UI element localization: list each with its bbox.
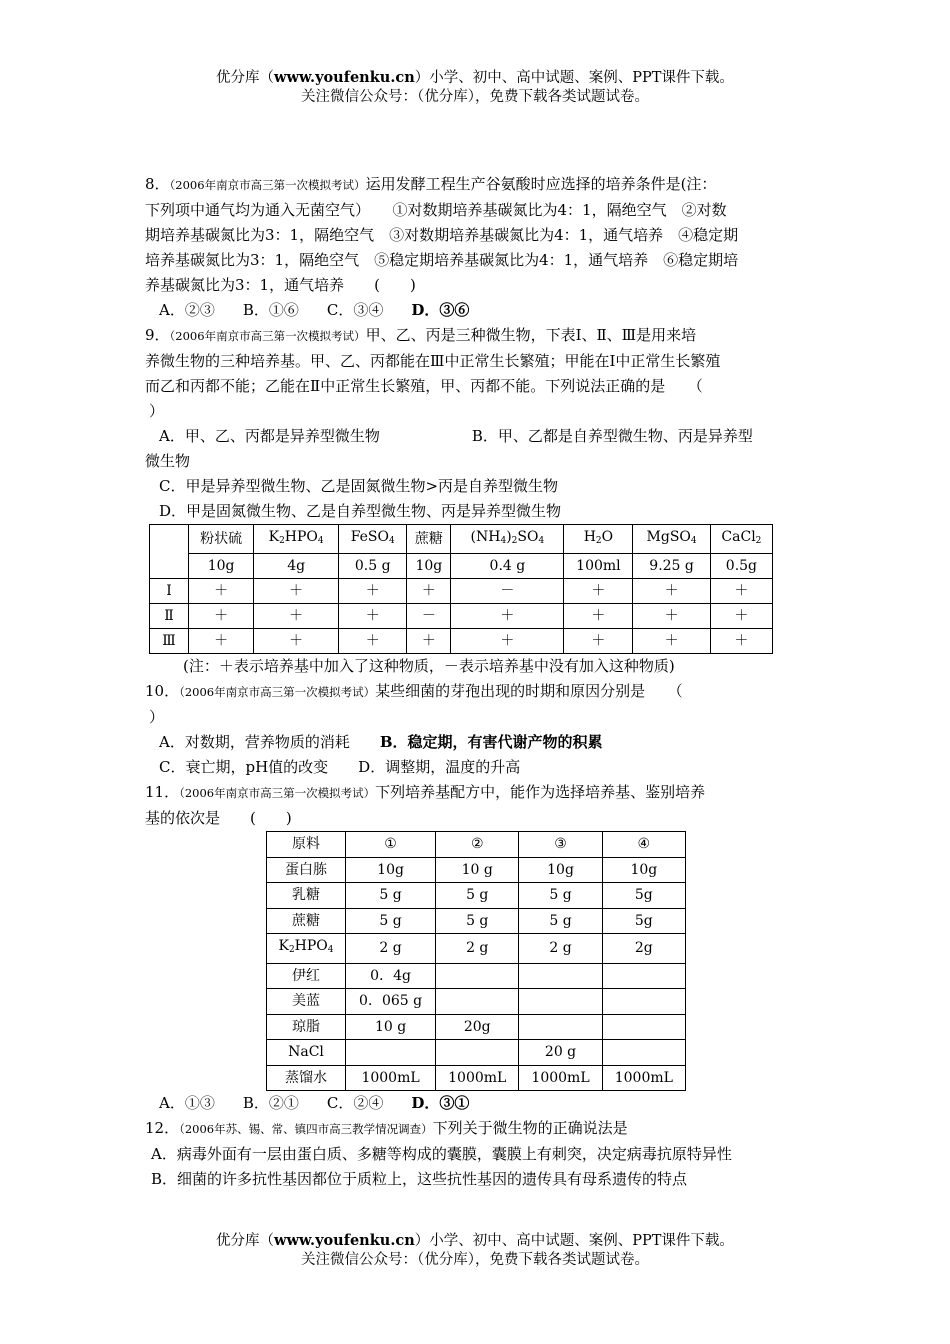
row-label: NaCl: [267, 1040, 346, 1066]
table-cell: 2 g: [346, 934, 436, 964]
table-cell: [519, 963, 602, 989]
table-cell: ＋: [339, 604, 407, 629]
media-table: [149, 524, 773, 654]
corner-cell: [150, 554, 189, 579]
table-cell: 10g: [346, 857, 436, 883]
table-cell: 5g: [602, 883, 685, 909]
q12-option-a: A．病毒外面有一层由蛋白质、多糖等构成的囊膜，囊膜上有刺突，决定病毒抗原特异性: [151, 1145, 732, 1163]
column-header: 原料: [267, 832, 346, 858]
table-cell: ＋: [710, 604, 772, 629]
footer-line-2: 关注微信公众号：（优分库），免费下载各类试题试卷。: [301, 1252, 649, 1268]
table-cell: [436, 1040, 519, 1066]
table-cell: －: [407, 604, 451, 629]
table-cell: 1000mL: [519, 1065, 602, 1091]
q8-line-1: 8．（2006年南京市高三第一次模拟考试）运用发酵工程生产谷氨酸时应选择的培养条件是(注：: [145, 175, 717, 193]
page-header-bottom: [0, 1231, 950, 1270]
row-label: 美蓝: [267, 989, 346, 1015]
row-label: 蛋白胨: [267, 857, 346, 883]
col-amount: 10g: [189, 554, 254, 579]
col-name: $(NH_4)_2SO_4$: [451, 525, 564, 554]
table-cell: 1000mL: [602, 1065, 685, 1091]
table-cell: [602, 1040, 685, 1066]
row-label: Ⅲ: [150, 629, 189, 654]
page-header-top: [0, 68, 950, 107]
table-row: [267, 908, 686, 934]
table-cell: 0．4g: [346, 963, 436, 989]
q11-options: A．①③ B．②① C．②④ D．③①: [159, 1094, 470, 1112]
col-amount: 100ml: [564, 554, 633, 579]
table-cell: ＋: [189, 604, 254, 629]
table-cell: 10 g: [346, 1014, 436, 1040]
table-row: [267, 963, 686, 989]
table-cell: ＋: [633, 604, 710, 629]
q8-options: A．②③ B．①⑥ C．③④ D．③⑥: [159, 301, 470, 319]
q8-line-3: 期培养基碳氮比为3：1，隔绝空气 ③对数期培养基碳氮比为4：1，通气培养 ④稳定期: [145, 226, 739, 244]
q10-option-c-d: C．衰亡期，pH值的改变 D．调整期，温度的升高: [159, 758, 521, 776]
col-amount: 0.4 g: [451, 554, 564, 579]
table-cell: 2 g: [436, 934, 519, 964]
q10-option-a-b: A．对数期，营养物质的消耗 B．稳定期，有害代谢产物的积累: [159, 733, 603, 751]
table-cell: [602, 963, 685, 989]
table-cell: [436, 963, 519, 989]
table-cell: ＋: [407, 579, 451, 604]
table-cell: [346, 1040, 436, 1066]
column-header: ②: [436, 832, 519, 858]
table-cell: 20 g: [519, 1040, 602, 1066]
col-amount: 10g: [407, 554, 451, 579]
header-line-2: 关注微信公众号：（优分库），免费下载各类试题试卷。: [301, 89, 649, 105]
table-cell: ＋: [710, 629, 772, 654]
row-label: 蒸馏水: [267, 1065, 346, 1091]
table-cell: ＋: [254, 579, 339, 604]
row-label: $K_2HPO_4$: [267, 934, 346, 964]
col-name: $K_2HPO_4$: [254, 525, 339, 554]
footer-line-1: 优分库（www.youfenku.cn）小学、初中、高中试题、案例、PPT课件下载。: [216, 1232, 734, 1249]
table-cell: ＋: [710, 579, 772, 604]
table-cell: ＋: [633, 579, 710, 604]
q8-line-5: 养基碳氮比为3：1，通气培养 ( ): [145, 276, 416, 294]
table-cell: ＋: [451, 604, 564, 629]
col-amount: 0.5g: [710, 554, 772, 579]
q11-line-2: 基的依次是 ( ): [145, 809, 292, 827]
col-amount: 9.25 g: [633, 554, 710, 579]
table-cell: ＋: [564, 629, 633, 654]
table-cell: [519, 989, 602, 1015]
table-cell: [436, 989, 519, 1015]
q9-line-3: 而乙和丙都不能；乙能在Ⅱ中正常生长繁殖，甲、丙都不能。下列说法正确的是 （: [145, 377, 703, 395]
table-row: [267, 1014, 686, 1040]
q9-line-1: 9．（2006年南京市高三第一次模拟考试）甲、乙、丙是三种微生物，下表Ⅰ、Ⅱ、Ⅲ是用来培: [145, 326, 697, 344]
q9-option-d: D．甲是固氮微生物、乙是自养型微生物、丙是异养型微生物: [159, 502, 562, 520]
table-cell: 10 g: [436, 857, 519, 883]
q11-line-1: 11．（2006年南京市高三第一次模拟考试）下列培养基配方中，能作为选择培养基、鉴别培养: [145, 783, 706, 801]
table-cell: ＋: [564, 604, 633, 629]
table-cell: 10g: [519, 857, 602, 883]
table-cell: ＋: [189, 579, 254, 604]
table-cell: ＋: [339, 629, 407, 654]
table-cell: 0．065 g: [346, 989, 436, 1015]
row-label: 伊红: [267, 963, 346, 989]
table-cell: ＋: [254, 604, 339, 629]
q9-line-4: ）: [149, 402, 165, 420]
table-cell: 5 g: [519, 883, 602, 909]
table-cell: 1000mL: [346, 1065, 436, 1091]
q9-option-a-b: A．甲、乙、丙都是异养型微生物 B．甲、乙都是自养型微生物、丙是异养型: [159, 427, 753, 445]
table-cell: 10g: [602, 857, 685, 883]
col-name: MgSO$_4$: [633, 525, 710, 554]
col-name: 蔗糖: [407, 525, 451, 554]
table-cell: ＋: [339, 579, 407, 604]
question-content: [145, 172, 810, 1192]
table-cell: 5 g: [346, 908, 436, 934]
table-cell: ＋: [407, 629, 451, 654]
table-row: [267, 857, 686, 883]
row-label: 乳糖: [267, 883, 346, 909]
table-row: [267, 1040, 686, 1066]
table-cell: 5 g: [436, 908, 519, 934]
row-label: 琼脂: [267, 1014, 346, 1040]
q8-line-2: 下列项中通气均为通入无菌空气） ①对数期培养基碳氮比为4：1，隔绝空气 ②对数: [145, 201, 727, 219]
table-cell: 1000mL: [436, 1065, 519, 1091]
table-cell: 5 g: [346, 883, 436, 909]
col-amount: 4g: [254, 554, 339, 579]
q8-line-4: 培养基碳氮比为3：1，隔绝空气 ⑤稳定期培养基碳氮比为4：1，通气培养 ⑥稳定期培: [145, 251, 739, 269]
q9-option-c: C．甲是异养型微生物、乙是固氮微生物>丙是自养型微生物: [159, 477, 559, 495]
table-header-row: [267, 832, 686, 858]
media-table-amounts: [150, 554, 773, 579]
table-cell: [602, 1014, 685, 1040]
q9-option-b-cont: 微生物: [145, 452, 191, 470]
q10-line-2: ）: [149, 708, 165, 726]
header-line-1: 优分库（www.youfenku.cn）小学、初中、高中试题、案例、PPT课件下载。: [216, 69, 734, 86]
q9-line-2: 养微生物的三种培养基。甲、乙、丙都能在Ⅲ中正常生长繁殖；甲能在Ⅰ中正常生长繁殖: [145, 352, 721, 370]
row-label: Ⅰ: [150, 579, 189, 604]
q12-option-b: B．细菌的许多抗性基因都位于质粒上，这些抗性基因的遗传具有母系遗传的特点: [151, 1170, 688, 1188]
row-label: 蔗糖: [267, 908, 346, 934]
table-cell: ＋: [633, 629, 710, 654]
table-cell: 5 g: [519, 908, 602, 934]
table-cell: ＋: [451, 629, 564, 654]
table-row: [267, 934, 686, 964]
table-cell: [519, 1014, 602, 1040]
table-cell: 2g: [602, 934, 685, 964]
table-row: [150, 629, 773, 654]
corner-cell: [150, 525, 189, 554]
column-header: ①: [346, 832, 436, 858]
table-row: [150, 579, 773, 604]
col-name: $H_2O$: [564, 525, 633, 554]
table-row: [267, 1065, 686, 1091]
formula-table: [266, 831, 686, 1091]
table-cell: ＋: [254, 629, 339, 654]
table-row: [267, 989, 686, 1015]
table-cell: ＋: [189, 629, 254, 654]
table-cell: 5g: [602, 908, 685, 934]
table-cell: [602, 989, 685, 1015]
col-amount: 0.5 g: [339, 554, 407, 579]
q12-line-1: 12．（2006年苏、锡、常、镇四市高三教学情况调查）下列关于微生物的正确说法是: [145, 1119, 628, 1137]
table-cell: 2 g: [519, 934, 602, 964]
table-cell: 20g: [436, 1014, 519, 1040]
table-row: [150, 604, 773, 629]
col-name: 粉状硫: [189, 525, 254, 554]
table-cell: 5 g: [436, 883, 519, 909]
media-table-names: [150, 525, 773, 554]
row-label: Ⅱ: [150, 604, 189, 629]
table-cell: －: [451, 579, 564, 604]
col-name: CaCl$_2$: [710, 525, 772, 554]
table-cell: ＋: [564, 579, 633, 604]
column-header: ④: [602, 832, 685, 858]
table-row: [267, 883, 686, 909]
q10-line-1: 10．（2006年南京市高三第一次模拟考试）某些细菌的芽孢出现的时期和原因分别是 （: [145, 682, 683, 700]
column-header: ③: [519, 832, 602, 858]
q9-table-note: (注：＋表示培养基中加入了这种物质，－表示培养基中没有加入这种物质): [183, 657, 675, 675]
col-name: FeSO$_4$: [339, 525, 407, 554]
